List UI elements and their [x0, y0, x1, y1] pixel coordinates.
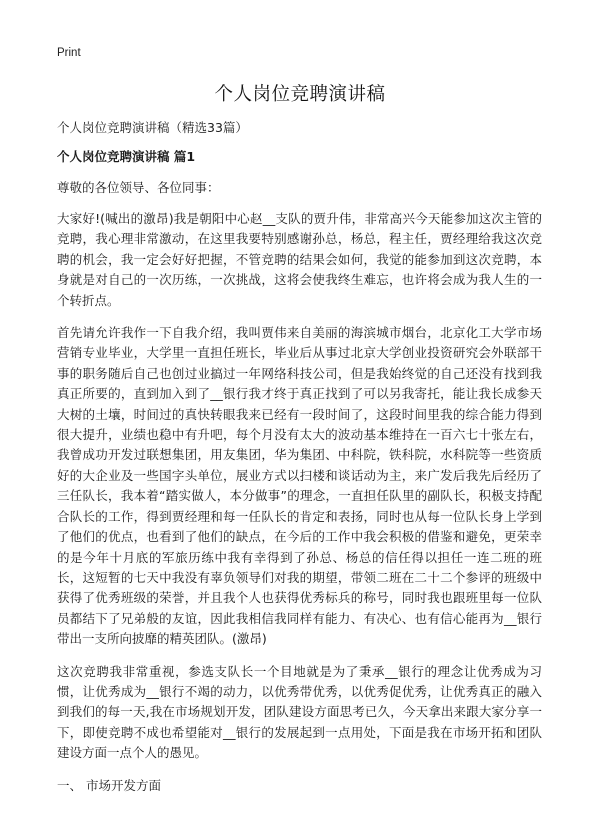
paragraph-self-introduction: 首先请允许我作一下自我介绍，我叫贾伟来自美丽的海滨城市烟台，北京化工大学市场营销专业毕业，大学里一直担任班长，毕业后从事过北京大学创业投资研究会外联部干事的职务随后自己也创过业搞过一年网络科技公司，但是我始终觉的自己还没有找到我真正所要的，直到加入到了__银行我才终于真正找到了可以另我寄托，能让我长成参天大树的土壤，时间过的真快转眼我来已经有一段时间了，这段时间里我的综合能力得到很大提升，业绩也稳中有升吧，每个月没有太大的波动基本维持在一百六七十张左右，我曾成功开发过联想集团，用友集团，华为集团、中科院，铁科院，水科院等一些资质好的大企业及一些国字头单位，展业方式以扫楼和谈话动为主，来广发后我先后经历了三任队长，我本着“踏实做人，本分做事”的理念，一直担任队里的副队长，积极支持配合队长的工作，得到贾经理和每一任队长的肯定和表扬，同时也从每一位队长身上学到了他们的优点，也看到了他们的缺点，在今后的工作中我会积极的借鉴和避免，更荣幸的是今年十月底的军旅历练中我有幸得到了孙总、杨总的信任得以担任一连二班的班长，这短暂的七天中我没有辜负领导们对我的期望，带领二班在二十二个参评的班级中获得了优秀班级的荣誉，并且我个人也获得优秀标兵的称号，同时我也跟班里每一位队员都结下了兄弟般的友谊，因此我相信我同样有能力、有决心、也有信心能再为__银行带出一支所向披靡的精英团队。(激昂) — [57, 325, 542, 647]
paragraph-intro: 大家好!(喊出的激昂)我是朝阳中心赵__支队的贾升伟，非常高兴今天能参加这次主管的竞聘，我心理非常激动，在这里我要特别感谢孙总，杨总，程主任，贾经理给我这次竞聘的机会，我一定会好好把握，不管竞聘的结果会如何，我觉的能参加到这次竞聘，本身就是对自己的一次历练，一次挑战，这将会使我终生难忘，也许将会成为我人生的一个转折点。 — [57, 211, 542, 308]
paragraph-motivation: 这次竞聘我非常重视，参选支队长一个目地就是为了秉承__银行的理念让优秀成为习惯，让优秀成为__银行不竭的动力，以优秀带优秀，以优秀促优秀，让优秀真正的融入到我们的每一天,我在市场规划开发，团队建设方面思考已久，今天拿出来跟大家分享一下，即使竞聘不成也希望能对__银行的发展起到一点用处，下面是我在市场开拓和团队建设方面一点个人的愚见。 — [57, 663, 542, 761]
section-heading: 个人岗位竞聘演讲稿 篇1 — [57, 149, 196, 164]
document-title: 个人岗位竞聘演讲稿 — [214, 84, 386, 105]
item-heading-market-development: 一、 市场开发方面 — [57, 777, 161, 793]
document-subtitle: 个人岗位竞聘演讲稿（精选33篇） — [57, 120, 248, 135]
greeting: 尊敬的各位领导、各位同事： — [57, 180, 220, 195]
print-label[interactable]: Print — [57, 47, 81, 59]
document-body — [57, 120, 542, 794]
